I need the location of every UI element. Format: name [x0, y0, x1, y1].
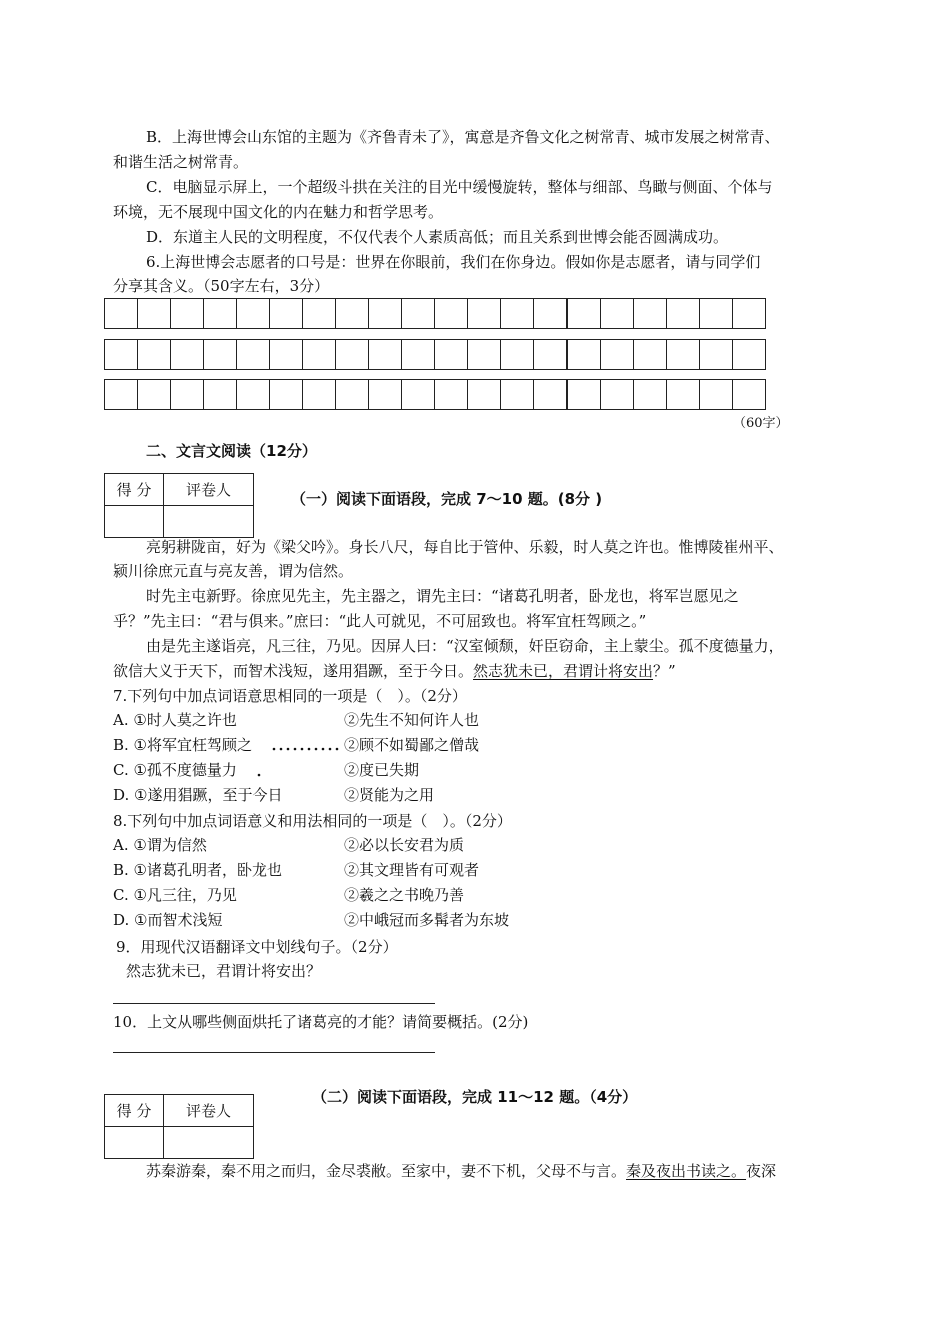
question-6-line1: 6.上海世博会志愿者的口号是：世界在你眼前，我们在你身边。假如你是志愿者，请与同学们 — [146, 253, 761, 271]
score-label-2: 得 分 — [105, 1095, 164, 1127]
option-c-line2: 环境，无不展现中国文化的内在魅力和哲学思考。 — [113, 203, 444, 221]
passage-2-underlined: 秦及夜出书读之。 — [626, 1162, 747, 1180]
passage-1-p2-line1: 时先主屯新野。徐庶见先主，先主器之，谓先主曰：“诸葛孔明者，卧龙也，将军岂愿见之 — [146, 587, 739, 605]
q7-option-a: A. ①时人莫之许也 — [113, 711, 237, 729]
section-2-title: 二、文言文阅读（12分） — [146, 442, 317, 460]
passage-2-end: 夜深 — [746, 1162, 777, 1180]
option-b-line2: 和谐生活之树常青。 — [113, 153, 249, 171]
q8-option-b: B. ①诸葛孔明者，卧龙也 — [113, 861, 283, 879]
passage-1-p3-line2 — [113, 660, 676, 682]
passage-1-p3-text: 欲信大义于天下，而智术浅短，遂用猖蹶，至于今日。 — [113, 662, 474, 680]
score-box-1 — [104, 473, 254, 538]
part-2-title: （二）阅读下面语段，完成 11～12 题。（4分） — [312, 1088, 638, 1106]
passage-1-p3-line1: 由是先主遂诣亮，凡三往，乃见。因屏人曰：“汉室倾颓，奸臣窃命，主上蒙尘。孤不度德量力， — [146, 637, 784, 655]
q7-option-c-2: ②度已失期 — [344, 761, 420, 779]
grader-label: 评卷人 — [164, 474, 254, 506]
q7-option-d-2: ②贤能为之用 — [344, 786, 435, 804]
grader-label-2: 评卷人 — [164, 1095, 254, 1127]
grid-word-count: （60字） — [733, 416, 789, 431]
score-field[interactable] — [105, 506, 164, 538]
question-9-sentence: 然志犹未已，君谓计将安出？ — [126, 962, 322, 980]
question-9-answer-line[interactable] — [113, 1003, 435, 1004]
q8-option-c: C. ①凡三往，乃见 — [113, 886, 237, 904]
emphasis-dots — [250, 745, 346, 779]
q8-option-b-2: ②其文理皆有可观者 — [344, 861, 480, 879]
score-label: 得 分 — [105, 474, 164, 506]
question-8-stem: 8.下列句中加点词语意义和用法相同的一项是（ ）。（2分） — [113, 812, 512, 830]
writing-grid-row-3[interactable] — [104, 379, 766, 410]
q7-option-b-2: ②顾不如蜀鄙之僧哉 — [344, 736, 480, 754]
grader-field[interactable] — [164, 506, 254, 538]
option-b-line1: B．上海世博会山东馆的主题为《齐鲁青未了》，寓意是齐鲁文化之树常青、城市发展之树常青、 — [146, 128, 780, 146]
question-6-line2: 分享其含义。（50字左右，3分） — [113, 277, 330, 295]
q8-option-c-2: ②羲之之书晚乃善 — [344, 886, 465, 904]
q8-option-a: A. ①谓为信然 — [113, 836, 207, 854]
writing-grid-row-1[interactable] — [104, 298, 766, 329]
score-field-2[interactable] — [105, 1127, 164, 1159]
passage-1-p2-line2: 乎？”先主曰：“君与俱来。”庶曰：“此人可就见，不可屈致也。将军宜枉驾顾之。” — [113, 612, 647, 630]
part-1-title: （一）阅读下面语段，完成 7～10 题。(8分 ) — [291, 490, 603, 508]
option-d-line: D．东道主人民的文明程度，不仅代表个人素质高低；而且关系到世博会能否圆满成功。 — [146, 228, 729, 246]
writing-grid-row-2[interactable] — [104, 339, 766, 370]
q8-option-a-2: ②必以长安君为质 — [344, 836, 465, 854]
underlined-sentence: 然志犹未已，君谓计将安出 — [473, 662, 654, 680]
q7-option-c: C. ①孤不度德量力 — [113, 761, 237, 779]
q7-option-b: B. ①将军宜枉驾顾之 — [113, 736, 253, 754]
score-box-2 — [104, 1094, 254, 1159]
passage-1-p1-line1: 亮躬耕陇亩，好为《梁父吟》。身长八尺，每自比于管仲、乐毅，时人莫之许也。惟博陵崔州平、 — [146, 538, 784, 556]
question-10-stem: 10．上文从哪些侧面烘托了诸葛亮的才能？请简要概括。(2分) — [113, 1013, 529, 1031]
passage-1-p1-line2: 颍川徐庶元直与亮友善，谓为信然。 — [113, 562, 354, 580]
grader-field-2[interactable] — [164, 1127, 254, 1159]
q7-option-d: D. ①遂用猖蹶，至于今日 — [113, 786, 283, 804]
question-7-stem: 7.下列句中加点词语意思相同的一项是（ ）。（2分） — [113, 687, 467, 705]
passage-2-text: 苏秦游秦，秦不用之而归，金尽裘敝。至家中，妻不下机，父母不与言。 — [146, 1162, 627, 1180]
option-c-line1: C．电脑显示屏上，一个超级斗拱在关注的目光中缓慢旋转，整体与细部、鸟瞰与侧面、个体与 — [146, 178, 773, 196]
passage-2-line1 — [146, 1160, 776, 1182]
q7-option-a-2: ②先生不知何许人也 — [344, 711, 480, 729]
q8-option-d: D. ①而智术浅短 — [113, 911, 223, 929]
q8-option-d-2: ②中峨冠而多髯者为东坡 — [344, 911, 510, 929]
passage-1-p3-end: ？” — [653, 662, 676, 680]
question-10-answer-line[interactable] — [113, 1052, 435, 1053]
question-9-stem: 9．用现代汉语翻译文中划线句子。（2分） — [116, 938, 398, 956]
